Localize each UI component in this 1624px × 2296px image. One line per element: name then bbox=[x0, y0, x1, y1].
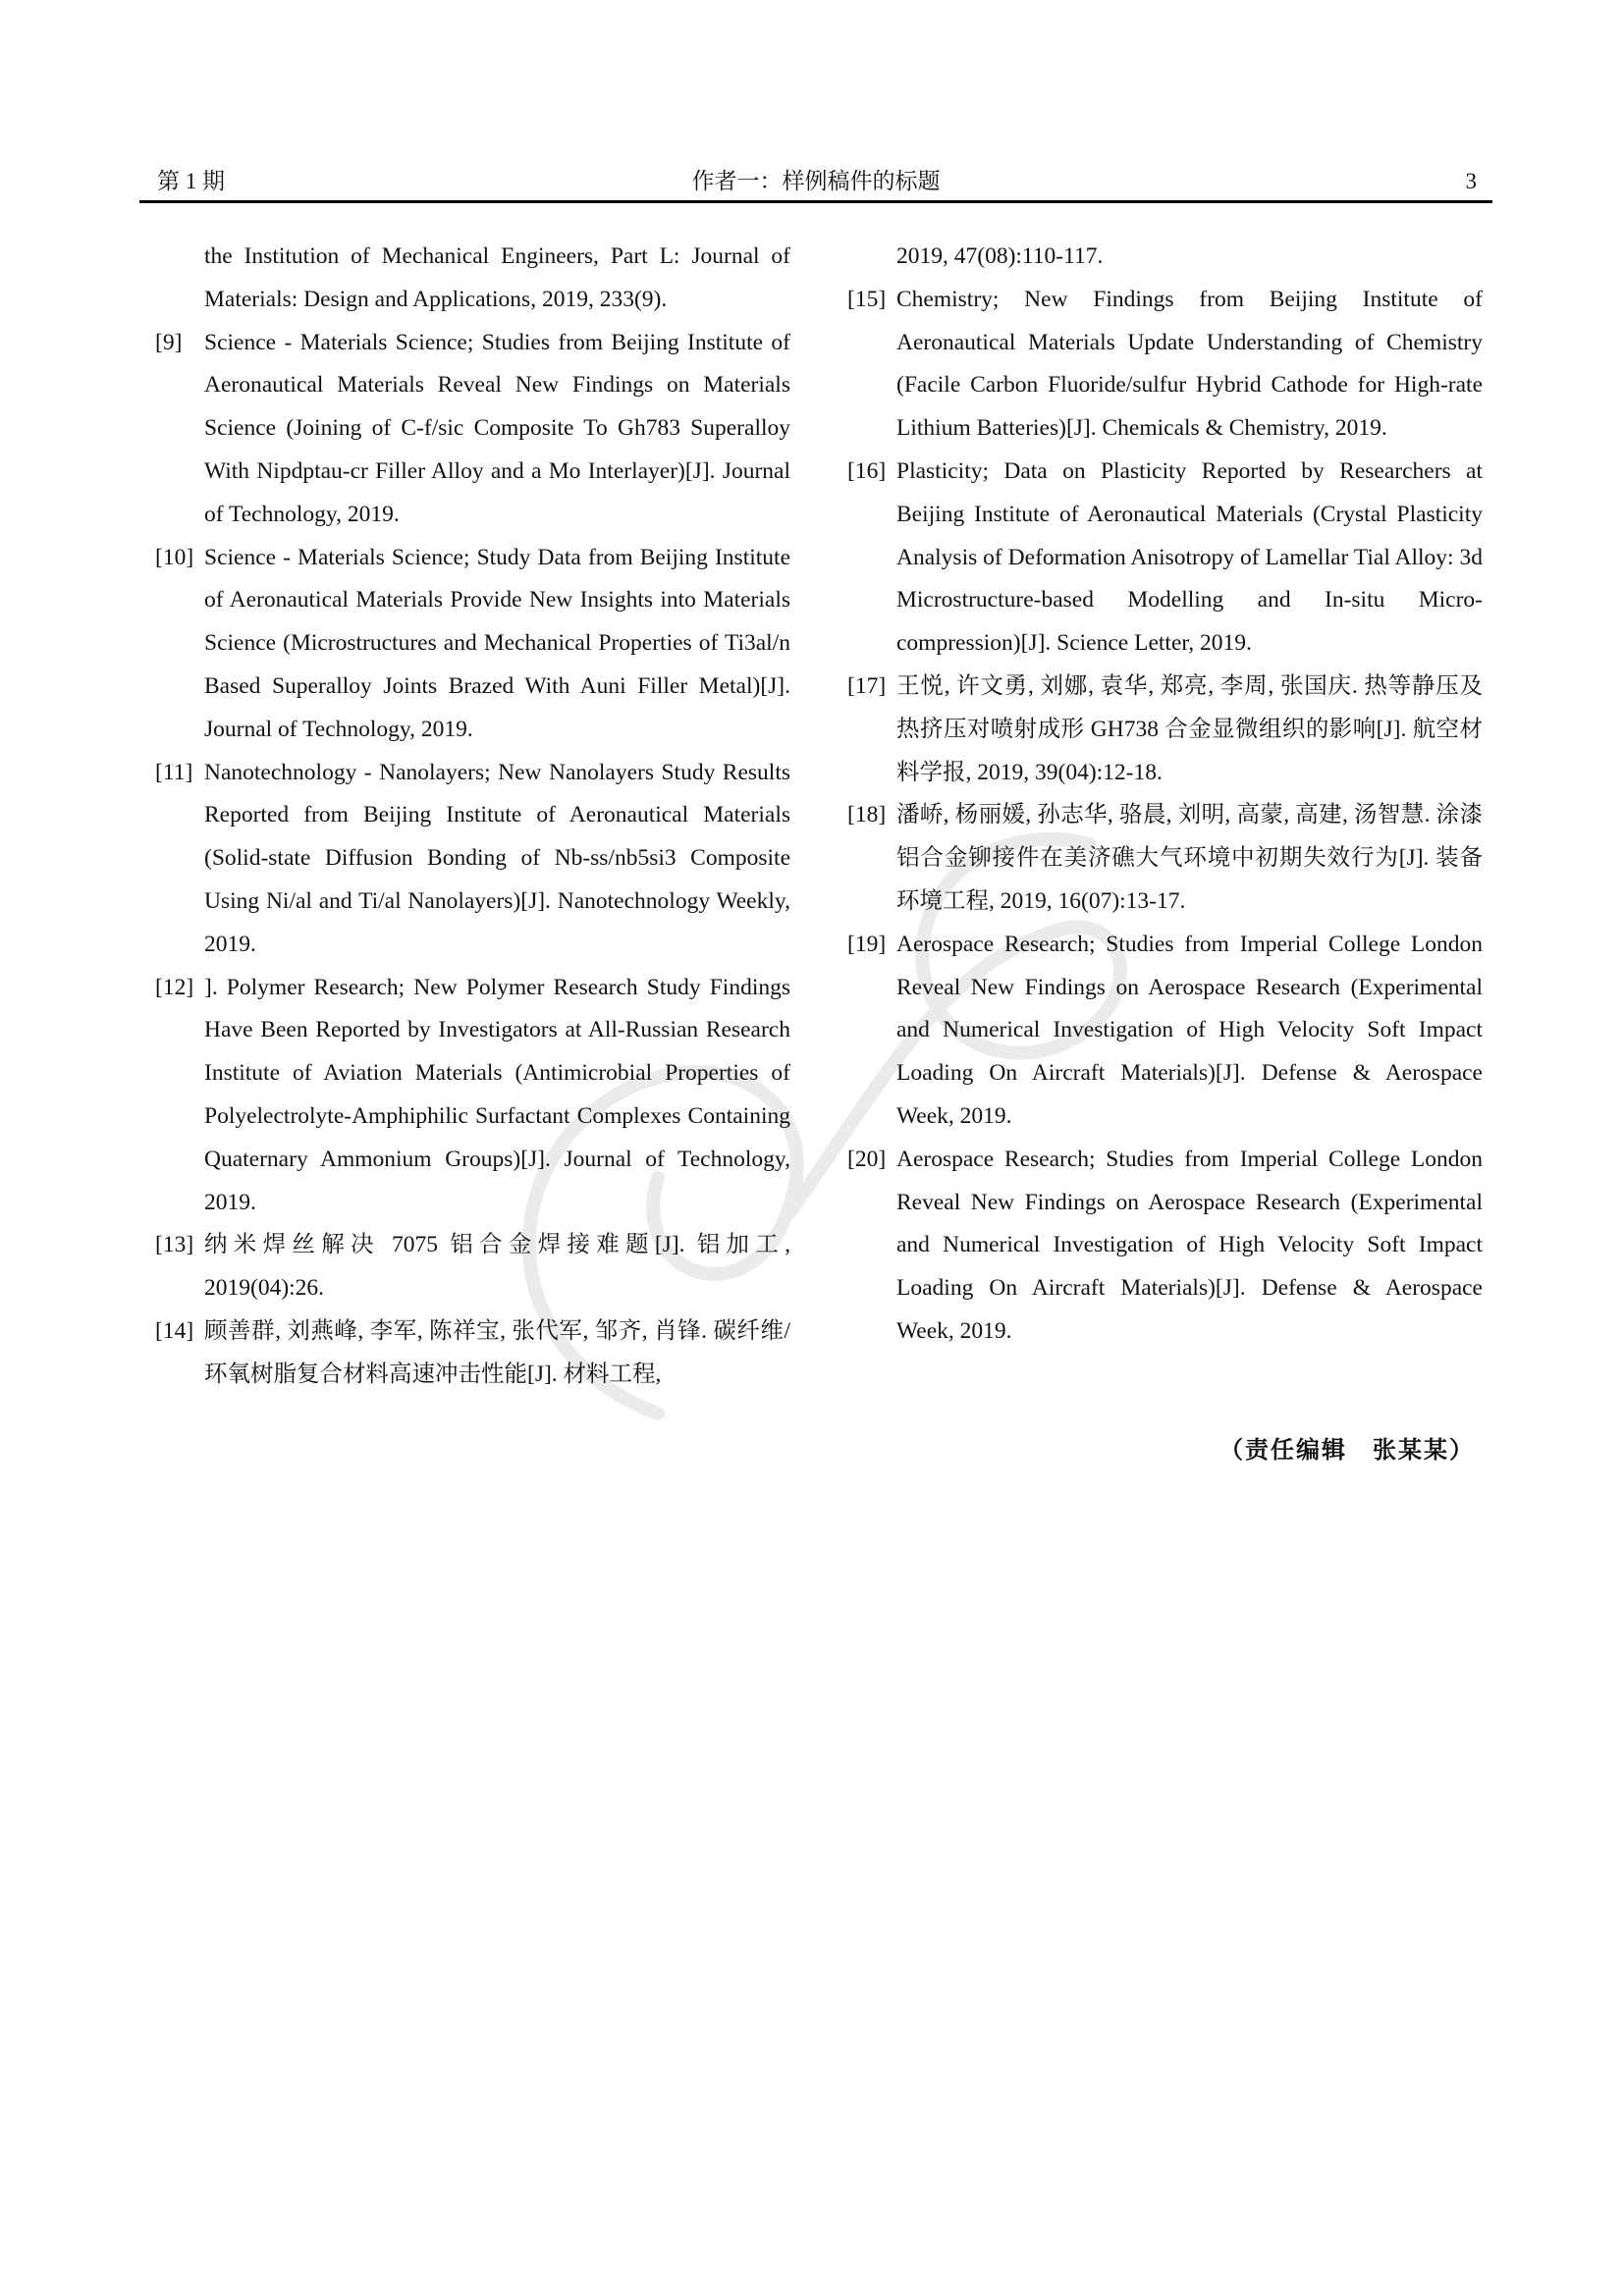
reference-text: the Institution of Mechanical Engineers, Part L: Journal of Materials: Design and Applications, 2019, 233(9). bbox=[204, 243, 790, 312]
reference-entry bbox=[830, 1139, 1483, 1354]
reference-number: [16] bbox=[847, 457, 887, 484]
responsible-editor: （责任编辑 张某某） bbox=[1219, 1436, 1475, 1464]
reference-entry bbox=[830, 924, 1483, 1139]
reference-entry bbox=[830, 236, 1483, 279]
reference-entry bbox=[137, 322, 790, 537]
reference-entry bbox=[137, 1224, 790, 1310]
reference-text: Plasticity; Data on Plasticity Reported by Researchers at Beijing Institute of Aeronautical Materials (Crystal Plasticity Analysis of Deformation Anisotropy of Lamellar Tial Alloy: 3d Microstructure-based Modelling and In-situ Micro-compression)[J]. Science Letter, 2019. bbox=[896, 457, 1483, 657]
reference-text: Nanotechnology - Nanolayers; New Nanolayers Study Results Reported from Beijing Institute of Aeronautical Materials (Solid-state Diffusion Bonding of Nb-ss/nb5si3 Composite Using Ni/al and Ti/al Nanolayers)[J]. Nanotechnology Weekly, 2019. bbox=[204, 759, 790, 957]
reference-text: 纳米焊丝解决 7075 铝合金焊接难题[J]. 铝加工, 2019(04):26. bbox=[204, 1232, 790, 1302]
reference-text: Science - Materials Science; Studies from Beijing Institute of Aeronautical Materials Reveal New Findings on Materials Science (Joining of C-f/sic Composite To Gh783 Superalloy With Nipdptau-cr Filler Alloy and a Mo Interlayer)[J]. Journal of Technology, 2019. bbox=[204, 329, 790, 527]
reference-number: [18] bbox=[847, 802, 887, 828]
reference-number: [11] bbox=[155, 759, 193, 785]
reference-entry bbox=[137, 967, 790, 1225]
reference-number: [12] bbox=[155, 974, 194, 1000]
reference-text: 潘峤, 杨丽媛, 孙志华, 骆晨, 刘明, 高蒙, 高建, 汤智慧. 涂漆铝合金铆接件在美济礁大气环境中初期失效行为[J]. 装备环境工程, 2019, 16(07):13-17. bbox=[896, 802, 1483, 914]
reference-entry bbox=[137, 537, 790, 752]
issue-number: 第 1 期 bbox=[157, 169, 225, 193]
reference-number: [14] bbox=[155, 1317, 194, 1344]
reference-column-left bbox=[137, 236, 790, 1397]
reference-column-right bbox=[830, 236, 1483, 1354]
reference-number: [10] bbox=[155, 544, 194, 570]
reference-entry bbox=[137, 1310, 790, 1397]
reference-number: [13] bbox=[155, 1232, 194, 1258]
reference-entry bbox=[830, 279, 1483, 451]
reference-number: [17] bbox=[847, 672, 887, 699]
reference-entry bbox=[137, 236, 790, 322]
reference-text: Science - Materials Science; Study Data from Beijing Institute of Aeronautical Materials Provide New Insights into Materials Science (Microstructures and Mechanical Properties of Ti3al/n Based Superalloy Joints Brazed With Auni Filler Metal)[J]. Journal of Technology, 2019. bbox=[204, 544, 790, 742]
reference-text: Chemistry; New Findings from Beijing Institute of Aeronautical Materials Update Understanding of Chemistry (Facile Carbon Fluoride/sulfur Hybrid Cathode for High-rate Lithium Batteries)[J]. Chemicals & Chemistry, 2019. bbox=[896, 286, 1483, 442]
reference-number: [19] bbox=[847, 931, 887, 957]
reference-text: ]. Polymer Research; New Polymer Research Study Findings Have Been Reported by Investigators at All-Russian Research Institute of Aviation Materials (Antimicrobial Properties of Polyelectrolyte-Amphiphilic Surfactant Complexes Containing Quaternary Ammonium Groups)[J]. Journal of Technology, 2019. bbox=[204, 974, 790, 1215]
running-title: 作者一：样例稿件的标题 bbox=[691, 169, 941, 193]
reference-entry bbox=[830, 451, 1483, 666]
reference-entry bbox=[830, 794, 1483, 923]
reference-entry bbox=[137, 752, 790, 967]
reference-text: Aerospace Research; Studies from Imperial College London Reveal New Findings on Aerospace Research (Experimental and Numerical Investigation of High Velocity Soft Impact Loading On Aircraft Materials)[J]. Defense & Aerospace Week, 2019. bbox=[896, 931, 1483, 1129]
reference-text: 顾善群, 刘燕峰, 李军, 陈祥宝, 张代军, 邹齐, 肖锋. 碳纤维/环氧树脂复合材料高速冲击性能[J]. 材料工程, bbox=[204, 1317, 790, 1387]
header-rule bbox=[139, 200, 1492, 203]
running-header bbox=[139, 167, 1492, 202]
reference-entry bbox=[830, 666, 1483, 794]
reference-number: [20] bbox=[847, 1146, 887, 1172]
reference-number: [9] bbox=[155, 329, 183, 355]
reference-text: 2019, 47(08):110-117. bbox=[896, 243, 1104, 269]
reference-number: [15] bbox=[847, 286, 887, 312]
page-number: 3 bbox=[1465, 169, 1477, 193]
reference-text: Aerospace Research; Studies from Imperial College London Reveal New Findings on Aerospace Research (Experimental and Numerical Investigation of High Velocity Soft Impact Loading On Aircraft Materials)[J]. Defense & Aerospace Week, 2019. bbox=[896, 1146, 1483, 1344]
reference-text: 王悦, 许文勇, 刘娜, 袁华, 郑亮, 李周, 张国庆. 热等静压及热挤压对喷射成形 GH738 合金显微组织的影响[J]. 航空材料学报, 2019, 39(04):12-18. bbox=[896, 672, 1483, 785]
